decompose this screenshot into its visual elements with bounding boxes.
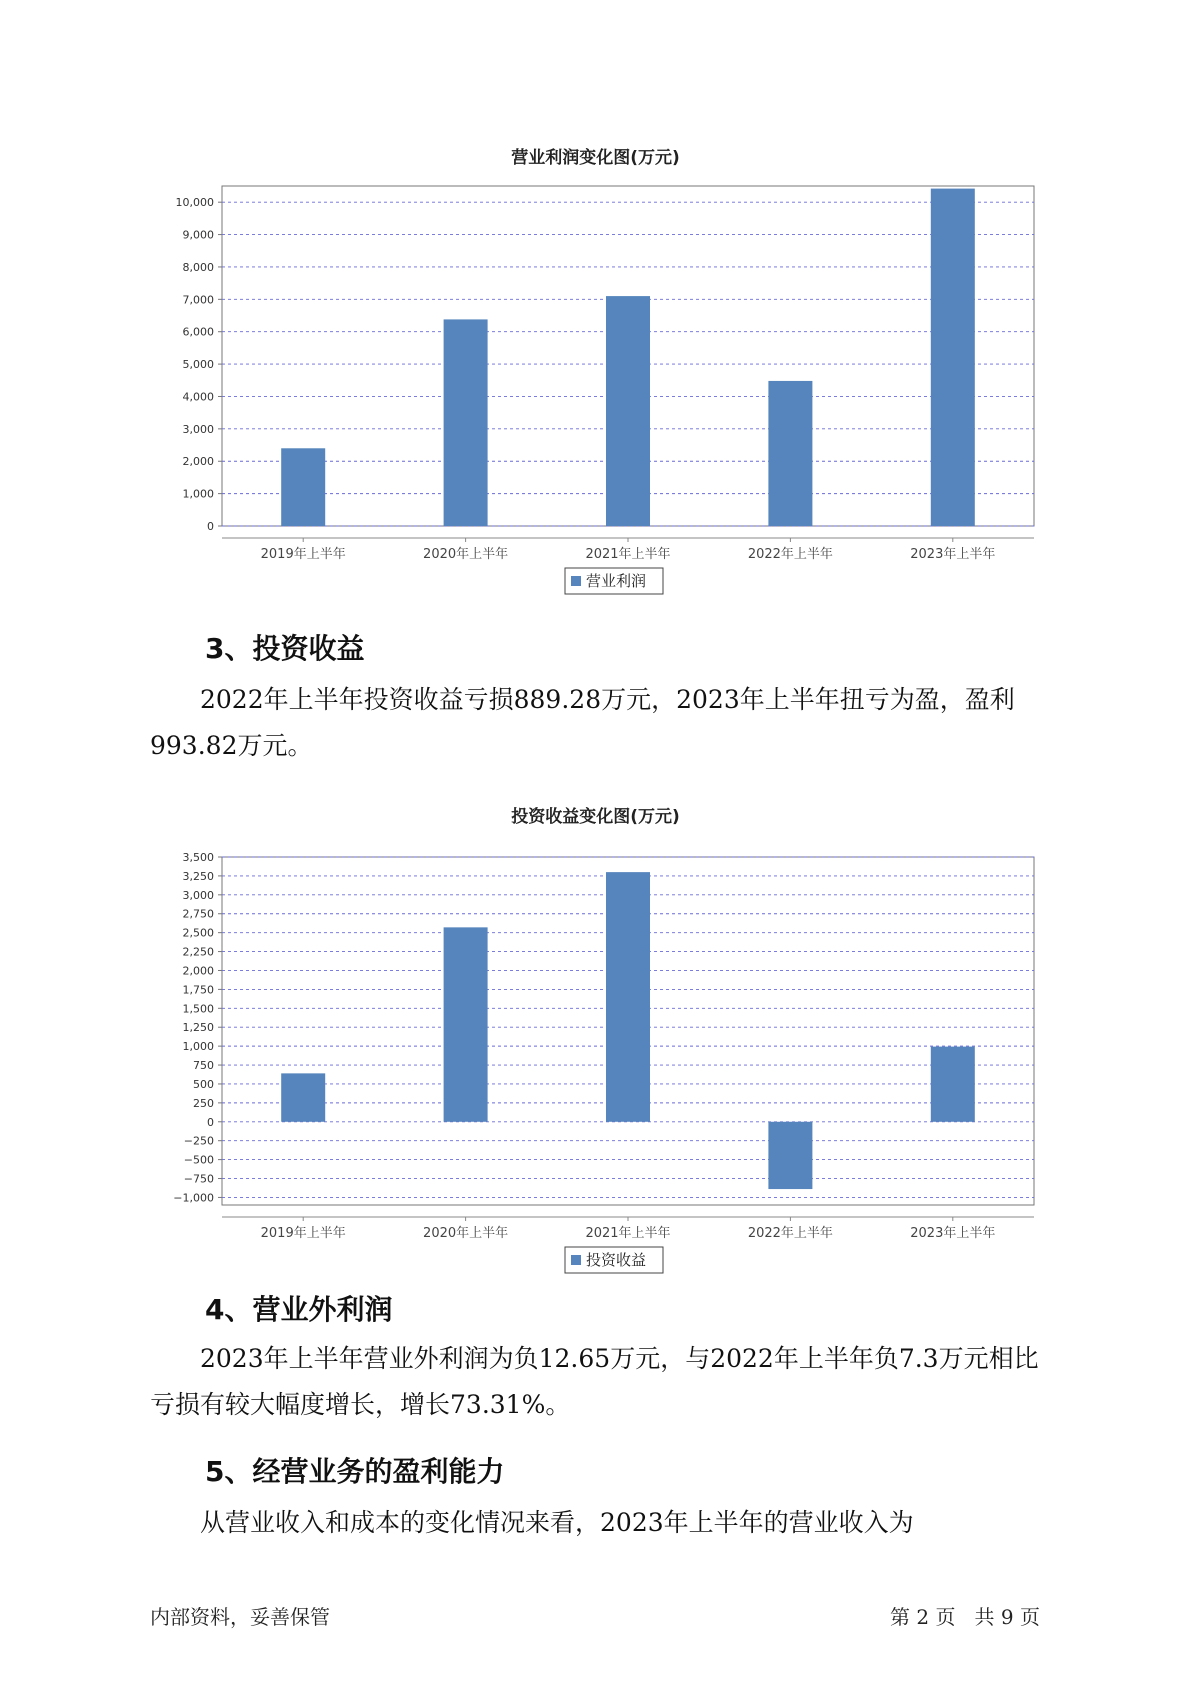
section3-paragraph: 2022年上半年投资收益亏损889.28万元，2023年上半年扭亏为盈，盈利993.82万元。	[150, 685, 1015, 760]
chart1-ytick-label: 1,000	[182, 487, 214, 501]
chart1-ytick-label: 8,000	[182, 260, 214, 274]
chart1-ytick-label: 6,000	[182, 325, 214, 339]
section5-heading: 5、经营业务的盈利能力	[205, 1455, 505, 1488]
chart1-bar	[444, 319, 488, 526]
chart1-xtick-label: 2023年上半年	[910, 547, 996, 562]
chart2-ytick-label: 3,500	[182, 851, 214, 864]
chart1-xtick-label: 2022年上半年	[747, 547, 833, 562]
chart2-ytick-label: 250	[193, 1096, 214, 1110]
chart2-xtick-label: 2020年上半年	[423, 1226, 509, 1241]
operating-profit-chart	[0, 170, 1191, 590]
chart1-bar	[281, 448, 325, 526]
chart2-xtick-label: 2019年上半年	[260, 1226, 346, 1241]
chart2-ytick-label: 1,000	[182, 1040, 214, 1054]
chart1-xtick-label: 2021年上半年	[585, 547, 671, 562]
chart1-ytick-label: 4,000	[182, 390, 214, 404]
chart2-ytick-label: 3,000	[182, 888, 214, 902]
chart2-bar	[606, 872, 650, 1122]
chart1-ytick-label: 9,000	[182, 228, 214, 242]
footer-page-number: 第 2 页 共 9 页	[890, 1605, 1040, 1629]
chart2-ytick-label: 2,250	[182, 945, 214, 959]
section5-paragraph: 从营业收入和成本的变化情况来看，2023年上半年的营业收入为	[200, 1508, 914, 1537]
chart1-bar	[768, 381, 812, 526]
chart2-legend-swatch	[571, 1255, 581, 1265]
chart2-ytick-label: 2,000	[182, 964, 214, 978]
chart2-bar	[281, 1073, 325, 1121]
chart2-ytick-label: 1,500	[182, 1002, 214, 1016]
chart1-ytick-label: 7,000	[182, 293, 214, 307]
chart1-bar	[606, 296, 650, 526]
chart2-ytick-label: 1,750	[182, 983, 214, 997]
chart2-bar	[444, 927, 488, 1121]
chart2-ytick-label: 2,500	[182, 926, 214, 940]
footer-confidential-note: 内部资料，妥善保管	[150, 1605, 330, 1629]
chart1-bar	[931, 189, 975, 526]
chart2-ytick-label: 1,250	[182, 1021, 214, 1035]
chart1-ytick-label: 10,000	[175, 196, 214, 210]
chart1-ytick-label: 2,000	[182, 455, 214, 469]
chart1-xtick-label: 2019年上半年	[260, 547, 346, 562]
chart1-ytick-label: 0	[207, 520, 214, 533]
chart2-xtick-label: 2023年上半年	[910, 1226, 996, 1241]
chart2-bar	[931, 1047, 975, 1122]
chart2-title: 投资收益变化图(万元)	[511, 807, 680, 827]
chart2-xtick-label: 2021年上半年	[585, 1226, 671, 1241]
chart2-ytick-label: −1,000	[173, 1191, 214, 1205]
section3-heading: 3、投资收益	[205, 632, 365, 665]
chart2-bar	[768, 1122, 812, 1189]
chart1-ytick-label: 3,000	[182, 422, 214, 436]
chart2-ytick-label: −750	[183, 1172, 214, 1186]
chart2-ytick-label: −500	[183, 1153, 214, 1167]
chart2-ytick-label: 3,250	[182, 869, 214, 883]
chart1-legend-label: 营业利润	[586, 572, 647, 590]
chart2-ytick-label: −250	[183, 1134, 214, 1148]
chart2-legend-label: 投资收益	[586, 1251, 647, 1269]
chart2-ytick-label: 750	[193, 1059, 214, 1073]
section4-paragraph: 2023年上半年营业外利润为负12.65万元，与2022年上半年负7.3万元相比亏损有较大幅度增长，增长73.31%。	[150, 1344, 1039, 1419]
chart2-ytick-label: 500	[193, 1077, 214, 1091]
investment-income-chart	[0, 830, 1191, 1269]
chart2-ytick-label: 0	[207, 1115, 214, 1129]
chart1-legend-swatch	[571, 576, 581, 586]
chart1-ytick-label: 5,000	[182, 358, 214, 372]
chart1-xtick-label: 2020年上半年	[423, 547, 509, 562]
section4-heading: 4、营业外利润	[205, 1293, 393, 1326]
chart2-ytick-label: 2,750	[182, 907, 214, 921]
chart2-xtick-label: 2022年上半年	[747, 1226, 833, 1241]
chart1-title: 营业利润变化图(万元)	[511, 148, 680, 168]
